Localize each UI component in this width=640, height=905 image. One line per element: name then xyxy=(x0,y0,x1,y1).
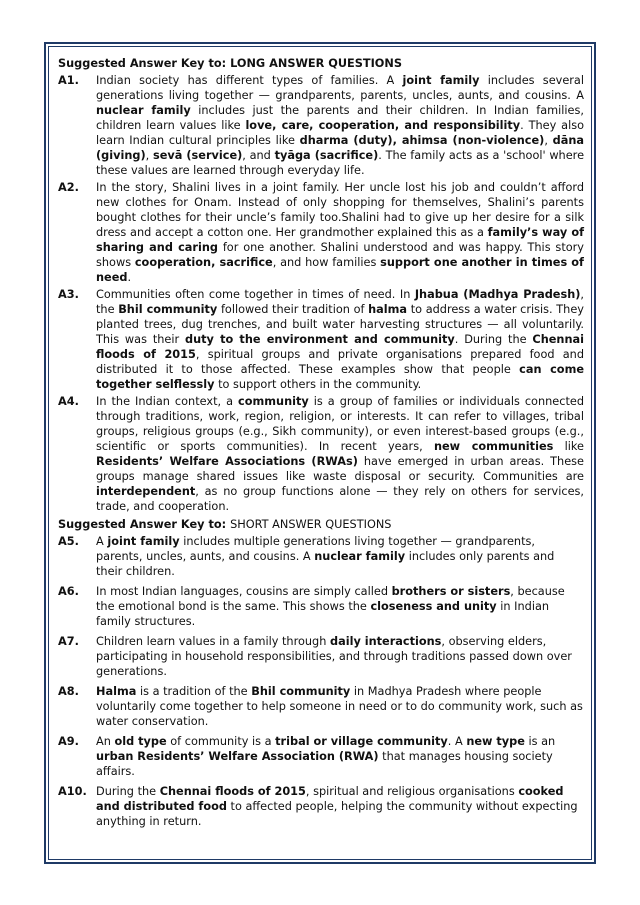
answer-keyword: joint family xyxy=(402,74,480,87)
answer-item xyxy=(58,534,584,579)
answer-text-segment: Communities often come together in times of need. In xyxy=(96,288,415,301)
answer-keyword: sevā (service) xyxy=(152,149,243,162)
answer-text-segment: to support others in the community. xyxy=(214,378,422,391)
answer-item xyxy=(58,634,584,679)
short-answer-heading-title: SHORT ANSWER QUESTIONS xyxy=(230,518,392,531)
answer-key-content xyxy=(58,56,584,834)
short-answer-list xyxy=(58,534,584,829)
answer-text-segment: , observing elders, participating in household responsibilities, and through traditions passed down over generations. xyxy=(96,635,572,678)
answer-keyword: closeness and unity xyxy=(370,600,497,613)
long-answer-list xyxy=(58,73,584,514)
answer-keyword: cooked and distributed food xyxy=(96,785,564,813)
answer-text-segment: is a tradition of the xyxy=(136,685,252,698)
answer-text-segment: A xyxy=(96,535,108,548)
answer-text-segment: that manages housing society affairs. xyxy=(96,750,553,778)
answer-keyword: brothers or sisters xyxy=(391,585,511,598)
answer-keyword: dharma (duty), ahimsa (non-violence) xyxy=(299,134,545,147)
answer-keyword: daily interactions xyxy=(329,635,442,648)
answer-text-segment: , the xyxy=(96,288,584,316)
answer-item xyxy=(58,73,584,178)
answer-text xyxy=(96,734,584,779)
answer-item xyxy=(58,584,584,629)
answer-text-segment: followed their tradition of xyxy=(217,303,369,316)
short-answer-heading xyxy=(58,517,584,532)
answer-keyword: duty to the environment and community xyxy=(185,333,455,346)
answer-text-segment: , and xyxy=(242,149,275,162)
answer-text xyxy=(96,180,584,285)
answer-text-segment: . They also learn Indian cultural principles like xyxy=(96,119,585,147)
answer-item xyxy=(58,287,584,392)
answer-text-segment: to address a water crisis. They planted trees, dug trenches, and built water harvesting structures — all voluntarily. This was their xyxy=(96,303,584,346)
answer-text-segment: . The family acts as a 'school' where these values are learned through everyday life. xyxy=(96,149,585,177)
answer-keyword: Chennai floods of 2015 xyxy=(96,333,584,361)
answer-keyword: Halma xyxy=(96,685,137,698)
answer-text-segment: . A xyxy=(447,735,467,748)
answer-item xyxy=(58,784,584,829)
long-answer-heading-title: LONG ANSWER QUESTIONS xyxy=(230,57,402,70)
answer-keyword: love, care, cooperation, and responsibility xyxy=(245,119,521,132)
answer-number: A8. xyxy=(58,685,79,698)
answer-keyword: interdependent xyxy=(96,485,196,498)
answer-keyword: urban Residents’ Welfare Association (RWA) xyxy=(96,750,379,763)
answer-text-segment: is an xyxy=(524,735,556,748)
answer-number: A6. xyxy=(58,585,79,598)
answer-text xyxy=(96,684,584,729)
answer-text xyxy=(96,634,584,679)
answer-keyword: cooperation, sacrifice xyxy=(134,256,273,269)
answer-text-segment: An xyxy=(96,735,115,748)
answer-keyword: halma xyxy=(368,303,408,316)
long-answer-heading-label: Suggested Answer Key to: xyxy=(58,57,227,70)
answer-text-segment: In the Indian context, a xyxy=(96,395,239,408)
answer-keyword: support one another in times of need xyxy=(96,256,584,284)
answer-text-segment: . xyxy=(127,271,132,284)
answer-keyword: Jhabua (Madhya Pradesh) xyxy=(414,288,581,301)
answer-text xyxy=(96,584,584,629)
answer-text-segment: , because the emotional bond is the same. This shows the xyxy=(96,585,565,613)
answer-text xyxy=(96,394,584,514)
answer-text-segment: . During the xyxy=(454,333,533,346)
answer-text xyxy=(96,784,584,829)
answer-number: A3. xyxy=(58,288,79,301)
answer-text-segment: have emerged in urban areas. These groups manage shared issues like waste disposal or security. Communities are xyxy=(96,455,585,483)
answer-number: A1. xyxy=(58,74,79,87)
answer-text-segment: , spiritual and religious organisations xyxy=(305,785,519,798)
answer-number: A7. xyxy=(58,635,79,648)
answer-item xyxy=(58,394,584,514)
answer-text-segment: Children learn values in a family through xyxy=(96,635,330,648)
answer-item xyxy=(58,180,584,285)
answer-text xyxy=(96,287,584,392)
long-answer-heading xyxy=(58,56,584,71)
answer-number: A4. xyxy=(58,395,79,408)
answer-keyword: dāna (giving) xyxy=(96,134,584,162)
answer-text-segment: During the xyxy=(96,785,160,798)
answer-keyword: nuclear family xyxy=(96,104,191,117)
answer-text-segment: for one another. Shalini understood and was happy. This story shows xyxy=(96,241,584,269)
answer-text-segment: includes multiple generations living together — grandparents, parents, uncles, aunts, and cousins. A xyxy=(96,535,535,563)
answer-keyword: tyāga (sacrifice) xyxy=(274,149,379,162)
answer-keyword: new type xyxy=(466,735,525,748)
answer-number: A5. xyxy=(58,535,79,548)
answer-text-segment: in Madhya Pradesh where people voluntarily come together to help someone in need or to do community work, such as water conservation. xyxy=(96,685,583,728)
answer-keyword: family’s way of sharing and caring xyxy=(96,226,584,254)
answer-keyword: nuclear family xyxy=(314,550,406,563)
answer-text-segment: , xyxy=(544,134,553,147)
answer-text-segment: In the story, Shalini lives in a joint family. Her uncle lost his job and couldn’t afford new clothes for Onam. Instead of only shopping for themselves, Shalini’s parents bought clothes for their uncle’s family too.Shalini had to give up her desire for a silk dress and accept a cotton one. Her grandmother explained this as a xyxy=(96,181,584,239)
answer-text-segment: , xyxy=(145,149,153,162)
answer-text xyxy=(96,534,584,579)
answer-text-segment: of community is a xyxy=(166,735,276,748)
answer-text-segment: In most Indian languages, cousins are simply called xyxy=(96,585,392,598)
answer-text-segment: , spiritual groups and private organisations prepared food and distributed it to those affected. These examples show that people xyxy=(96,348,584,376)
answer-text xyxy=(96,73,584,178)
answer-item xyxy=(58,734,584,779)
answer-item xyxy=(58,684,584,729)
answer-text-segment: like xyxy=(553,440,584,453)
answer-text-segment: includes just the parents and their children. In Indian families, children learn values like xyxy=(96,104,584,132)
answer-text-segment: includes several generations living together — grandparents, parents, uncles, aunts, and cousins. A xyxy=(96,74,584,102)
answer-keyword: old type xyxy=(114,735,167,748)
answer-text-segment: Indian society has different types of families. A xyxy=(96,74,403,87)
answer-keyword: tribal or village community xyxy=(275,735,448,748)
answer-text-segment: includes only parents and their children. xyxy=(96,550,555,578)
answer-text-segment: to affected people, helping the community without expecting anything in return. xyxy=(96,800,578,828)
answer-text-segment: , and how families xyxy=(272,256,381,269)
answer-keyword: Bhil community xyxy=(118,303,218,316)
answer-number: A10. xyxy=(58,785,87,798)
answer-keyword: Residents’ Welfare Associations (RWAs) xyxy=(96,455,358,468)
answer-keyword: can come together selflessly xyxy=(96,363,584,391)
answer-number: A2. xyxy=(58,181,79,194)
answer-keyword: joint family xyxy=(107,535,180,548)
short-answer-heading-label: Suggested Answer Key to: xyxy=(58,518,227,531)
answer-text-segment: , as no group functions alone — they rely on others for services, trade, and cooperation. xyxy=(96,485,584,513)
answer-text-segment: in Indian family structures. xyxy=(96,600,550,628)
answer-keyword: Bhil community xyxy=(251,685,351,698)
answer-text-segment: is a group of families or individuals connected through traditions, work, region, religion, or interests. It can refer to villages, tribal groups, religious groups (e.g., Sikh community), or even interest-based groups (e.g., scientific or sports communities). In recent years, xyxy=(96,395,585,453)
answer-keyword: community xyxy=(238,395,309,408)
answer-keyword: new communities xyxy=(433,440,554,453)
answer-keyword: Chennai floods of 2015 xyxy=(159,785,306,798)
answer-number: A9. xyxy=(58,735,79,748)
